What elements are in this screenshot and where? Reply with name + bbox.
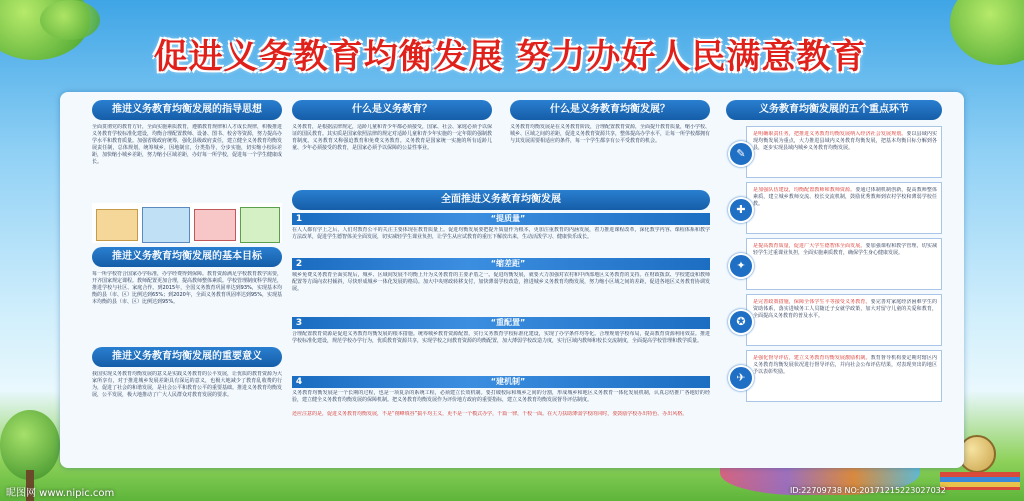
section-1-text: 在人人都有学上之后，人们对教育公平的关注主要体现在教育质量上。促进均衡发展要把提升质量作为根本，更加注重教育的内涵发展，着力推进课程改革，深化教学内容、课程体系和教学方法改革，促进学生德智体美全面发展，切实减轻学生课业负担，让学生从应试教育的重压下解放出来，生动活泼学习、健康快乐成长。 <box>292 227 710 240</box>
key-link-5-lead: 是强化督导评估，建立义务教育均衡发展激励机制。 <box>753 355 871 361</box>
section-4-bar <box>292 376 710 388</box>
cartoon-illustration <box>92 203 282 243</box>
star-icon: ✦ <box>728 253 754 279</box>
key-link-1-body: 要以县域内实现均衡发展为重点，大力推进县域内义务教育均衡发展，把基本均衡目标分解到各县，逐步实现县域内城乡义务教育均衡发展。 <box>753 131 937 151</box>
key-link-4-text <box>753 299 937 343</box>
section-3-number: 3 <box>292 317 306 329</box>
basic-goal-text: 每一所学校符合国家办学标准，办学经费得到保障。教育资源满足学校教育教学需要，开齐国家规定课程。教师配置更加合理，提高教师整体素质。学校管理制度科学规范，推进学校与社区、家庭合作。到2015年，全国义务教育巩固率达到93%，实现基本均衡的县（市、区）比例达到65%；到2020年，全面义务教育巩固率达到95%，实现基本均衡的县（市、区）比例达到95%。 <box>92 271 282 305</box>
key-link-1 <box>736 126 942 178</box>
key-link-5-text <box>753 355 937 399</box>
books-stack <box>940 472 1020 490</box>
what-is-balanced-header: 什么是义务教育均衡发展？ <box>510 100 710 120</box>
key-link-2 <box>736 182 942 234</box>
section-4-title: “建机制” <box>306 376 710 388</box>
section-4-number: 4 <box>292 376 306 388</box>
section-2-number: 2 <box>292 258 306 270</box>
key-link-2-body: 要通过体制机制创新，提高教师整体素质，建立城乡教师交流、校长交流机制，鼓励优秀教师到农村学校和薄弱学校任教。 <box>753 187 937 207</box>
key-link-3-lead: 是提高教育质量，促进广大学生德智体全面发展。 <box>753 243 866 249</box>
five-key-links-header: 义务教育均衡发展的五个重点环节 <box>726 100 942 120</box>
key-link-1-lead: 是明确职责任务，把推进义务教育均衡发展纳入经济社会发展规划。 <box>753 131 907 137</box>
column-right <box>726 100 942 406</box>
basic-goal-header: 推进义务教育均衡发展的基本目标 <box>92 247 282 267</box>
key-link-3-body: 要加强课程和教学管理，切实减轻学生过重课业负担，全面实施素质教育，确保学生身心健康发展。 <box>753 243 937 256</box>
section-2-text: 城乡免费义务教育全面实现后，城乡、区域间发展不均衡上升为义务教育的主要矛盾之一。促进均衡发展，就要大力加强对农村和中西部地区义务教育的支持。在财政拨款、学校建设和教师配置等方面向农村倾斜，尽快形成城乡一体化发展的格局。加大中央财政转移支付，加快薄弱学校改造，推进城乡义务教育均衡发展，努力缩小区域之间的差距，促进各地区义务教育协调发展。 <box>292 272 710 292</box>
plane-icon: ✈ <box>728 365 754 391</box>
promote-balance-header: 全面推进义务教育均衡发展 <box>292 190 710 210</box>
key-link-2-text <box>753 187 937 231</box>
section-3-bar <box>292 317 710 329</box>
section-3-text: 合理配置教育资源是促进义务教育均衡发展的根本措施。统筹城乡教育资源配置，实行义务教育学校标准化建设，实现了办学条件均等化。合理规划学校布局，提高教育资源利用效益。推进学校标准化建设，规范学校办学行为，优质教育资源共享，实现学校之间教育资源的均衡配置，加大薄弱学校改造力度，实行区域内教师和校长交流制度，全面提高学校管理和教学质量。 <box>292 331 710 344</box>
column-left <box>92 100 282 427</box>
section-3-title: “重配置” <box>306 317 710 329</box>
key-link-5-body: 教育督导机构要定期对辖区内义务教育均衡发展状况进行督导评估，并向社会公布评估结果，对表现突出的地区予以表彰奖励。 <box>753 355 937 375</box>
key-link-3 <box>736 238 942 290</box>
promote-balance-section <box>292 190 710 425</box>
key-link-5 <box>736 350 942 402</box>
guiding-thought-header: 推进义务教育均衡发展的指导思想 <box>92 100 282 120</box>
what-is-compulsory-header: 什么是义务教育？ <box>292 100 492 120</box>
key-link-3-text <box>753 243 937 287</box>
section-4-text: 义务教育均衡发展是一个长期的过程，也是一项复杂的系统工程，必须建立长效机制。要打破校际和城乡之间的分割，形成城乡和地区义务教育一体化发展机制，认真总结推广各地好的经验，建立健全义务教育均衡发展的保障机制。把义务教育均衡发展作为评价地方政府的重要指标，建立义务教育均衡发展督导评估制度。 <box>292 390 710 403</box>
significance-header: 推进义务教育均衡发展的重要意义 <box>92 347 282 367</box>
key-link-4 <box>736 294 942 346</box>
significance-text: 我国实现义务教育均衡发展的意义是实践义务教育的公平发展，让优质的教育资源为大家所享有，对于推进城乡发展差距具有深远的意义，也极大地减少了教育乱收费的行为，促进了社会的和谐发展，是社会公平和教育公平的重要基础。推进义务教育均衡发展，公平发展，极大地推动了广大人民群众对教育发展的要求。 <box>92 371 282 398</box>
what-is-compulsory-block <box>292 100 492 194</box>
key-link-4-body: 要完善对家庭经济困难学生的资助体系，落实进城务工人员随迁子女就学政策，加大对留守儿童的关爱和教育，全面提高义务教育的普及水平。 <box>753 299 937 319</box>
section-1-number: 1 <box>292 213 306 225</box>
section-2-bar <box>292 258 710 270</box>
section-1-bar <box>292 213 710 225</box>
badge-icon: ✪ <box>728 309 754 335</box>
page-title: 促进义务教育均衡发展 努力办好人民满意教育 <box>153 37 867 77</box>
watermark-right: ID:22709738 NO:20171215223027032 <box>790 486 946 495</box>
section-1-title: “提质量” <box>306 213 710 225</box>
guiding-thought-text: 全面贯彻党的教育方针，全面实施素质教育，遵循教育规律和人才成长规律，积极推进义务教育学校标准化建设，均衡合理配置教师、设备、图书、校舍等资源，努力提高办学水平和教育质量。加强省级政府统筹，强化县级政府责任，建立健全义务教育均衡发展责任制，总体规划，统筹城乡，因地制宜，分类指导，分步实施，切实缩小校际差距，加快缩小城乡差距，努力缩小区域差距，办好每一所学校，促进每一个学生健康成长。 <box>92 124 282 165</box>
key-link-1-text <box>753 131 937 175</box>
section-2-title: “缩差距” <box>306 258 710 270</box>
watermark-left: 昵图网 www.nipic.com <box>6 488 115 499</box>
pencil-icon: ✎ <box>728 141 754 167</box>
what-is-balanced-block <box>510 100 710 194</box>
closing-note: 还应注意的是，促进义务教育均衡发展，不是“削峰填谷”搞平均主义，更不是一个模式办学，千篇一律，千校一面。在大力扶助薄弱学校的同时，要鼓励学校办出特色、办出风格。 <box>292 411 688 417</box>
plus-icon: ✚ <box>728 197 754 223</box>
what-is-compulsory-text: 义务教育，是根据法律规定，适龄儿童和青少年都必须接受，国家、社会、家庭必须予以保证的国民教育。其实质是国家依照法律的规定对适龄儿童和青少年实施的一定年限的强制教育制度。义务教育又称强迫教育和免费义务教育。义务教育是国家统一实施的所有适龄儿童、少年必须接受的教育，是国家必须予以保障的公益性事业。 <box>292 124 492 151</box>
key-link-2-lead: 是加强队伍建设，均衡配置教师和教师资源。 <box>753 187 856 193</box>
leaves-top-right <box>950 0 1024 65</box>
what-is-balanced-text: 义务教育均衡发展是在义务教育阶段，合理配置教育资源，全面提升教育质量，缩小学校、城乡、区域之间的差距，促进义务教育资源共享，整体提高办学水平，让每一所学校都拥有与其发展需要相适应的条件，每一个学生都享有公平受教育的机会。 <box>510 124 710 144</box>
key-link-4-lead: 是完善政策措施，保障全体学生平等接受义务教育。 <box>753 299 871 305</box>
